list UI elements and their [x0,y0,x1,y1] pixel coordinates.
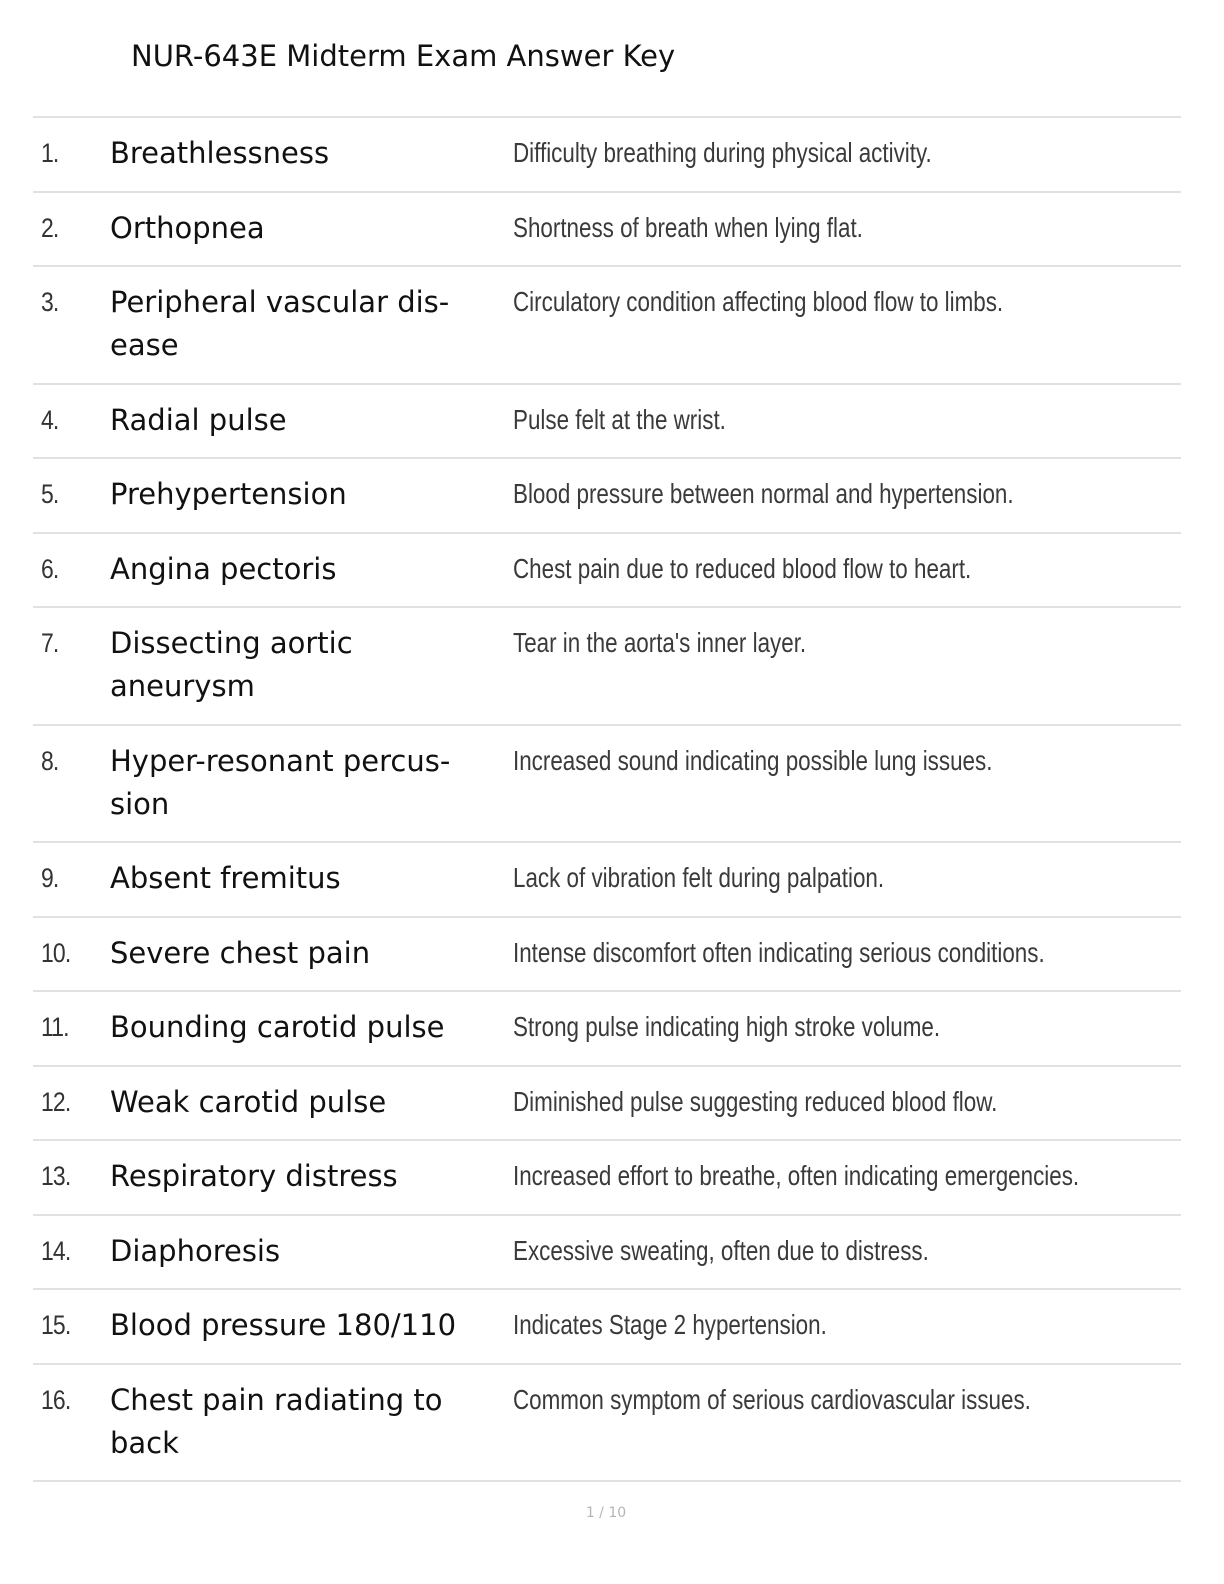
item-definition: Difficulty breathing during physical activity. [513,137,932,168]
item-definition: Blood pressure between normal and hypertension. [513,478,1014,509]
item-term: Dissecting aortic aneurysm [110,626,353,703]
table-row [33,726,1181,844]
item-number: 11. [41,1012,69,1042]
item-number: 9. [41,863,59,893]
item-definition: Intense discomfort often indicating serious conditions. [513,936,1045,968]
item-term: Respiratory distress [110,1159,398,1193]
item-number: 5. [41,479,59,509]
table-row [33,267,1181,385]
page-indicator: 1 / 10 [585,1505,627,1521]
item-term: Hyper-resonant percus-sion [110,743,451,821]
item-number: 10. [41,937,71,968]
item-term: Chest pain radiating to back [110,1382,443,1460]
item-number: 13. [41,1161,71,1191]
item-number: 15. [41,1310,71,1340]
table-row [33,1365,1181,1483]
table-row [33,1216,1181,1291]
item-number: 8. [41,745,59,776]
item-definition: Chest pain due to reduced blood flow to heart. [513,552,972,584]
table-row [33,1290,1181,1365]
item-definition: Excessive sweating, often due to distress. [513,1234,929,1266]
table-row [33,843,1181,918]
table-row [33,992,1181,1067]
item-number: 14. [41,1235,71,1266]
item-number: 6. [41,553,59,584]
table-row [33,918,1181,993]
item-number: 3. [41,287,59,317]
item-number: 1. [41,138,59,168]
item-term: Orthopnea [110,210,265,245]
item-term: Bounding carotid pulse [110,1010,445,1044]
table-row [33,534,1181,609]
item-term: Diaphoresis [110,1233,281,1268]
item-definition: Increased effort to breathe, often indicating emergencies. [513,1160,1080,1191]
item-number: 7. [41,628,59,658]
item-definition: Lack of vibration felt during palpation. [513,862,885,893]
item-definition: Shortness of breath when lying flat. [513,211,863,243]
item-term: Severe chest pain [110,935,371,970]
item-term: Prehypertension [110,477,347,511]
table-row [33,459,1181,534]
table-row [33,1141,1181,1216]
table-row [33,385,1181,460]
item-term: Breathlessness [110,136,330,170]
item-definition: Strong pulse indicating high stroke volume. [513,1011,941,1042]
item-number: 2. [41,212,59,243]
item-definition: Diminished pulse suggesting reduced blood flow. [513,1085,998,1117]
table-row [33,118,1181,193]
table-row [33,193,1181,268]
item-number: 4. [41,404,59,435]
item-term: Radial pulse [110,402,287,437]
answer-key-table [33,116,1181,1482]
item-definition: Indicates Stage 2 hypertension. [513,1309,827,1340]
item-definition: Tear in the aorta's inner layer. [513,627,807,658]
item-definition: Circulatory condition affecting blood flow to limbs. [513,286,1004,317]
table-row [33,1067,1181,1142]
item-number: 16. [41,1384,71,1415]
item-number: 12. [41,1086,71,1117]
item-term: Blood pressure 180/110 [110,1308,457,1342]
item-term: Angina pectoris [110,551,337,586]
item-definition: Pulse felt at the wrist. [513,403,726,435]
page-title: NUR-643E Midterm Exam Answer Key [131,39,676,73]
table-row [33,608,1181,726]
item-term: Peripheral vascular dis-ease [110,285,450,362]
item-definition: Increased sound indicating possible lung issues. [513,744,993,776]
item-definition: Common symptom of serious cardiovascular issues. [513,1383,1031,1415]
item-term: Absent fremitus [110,861,341,895]
item-term: Weak carotid pulse [110,1084,387,1119]
